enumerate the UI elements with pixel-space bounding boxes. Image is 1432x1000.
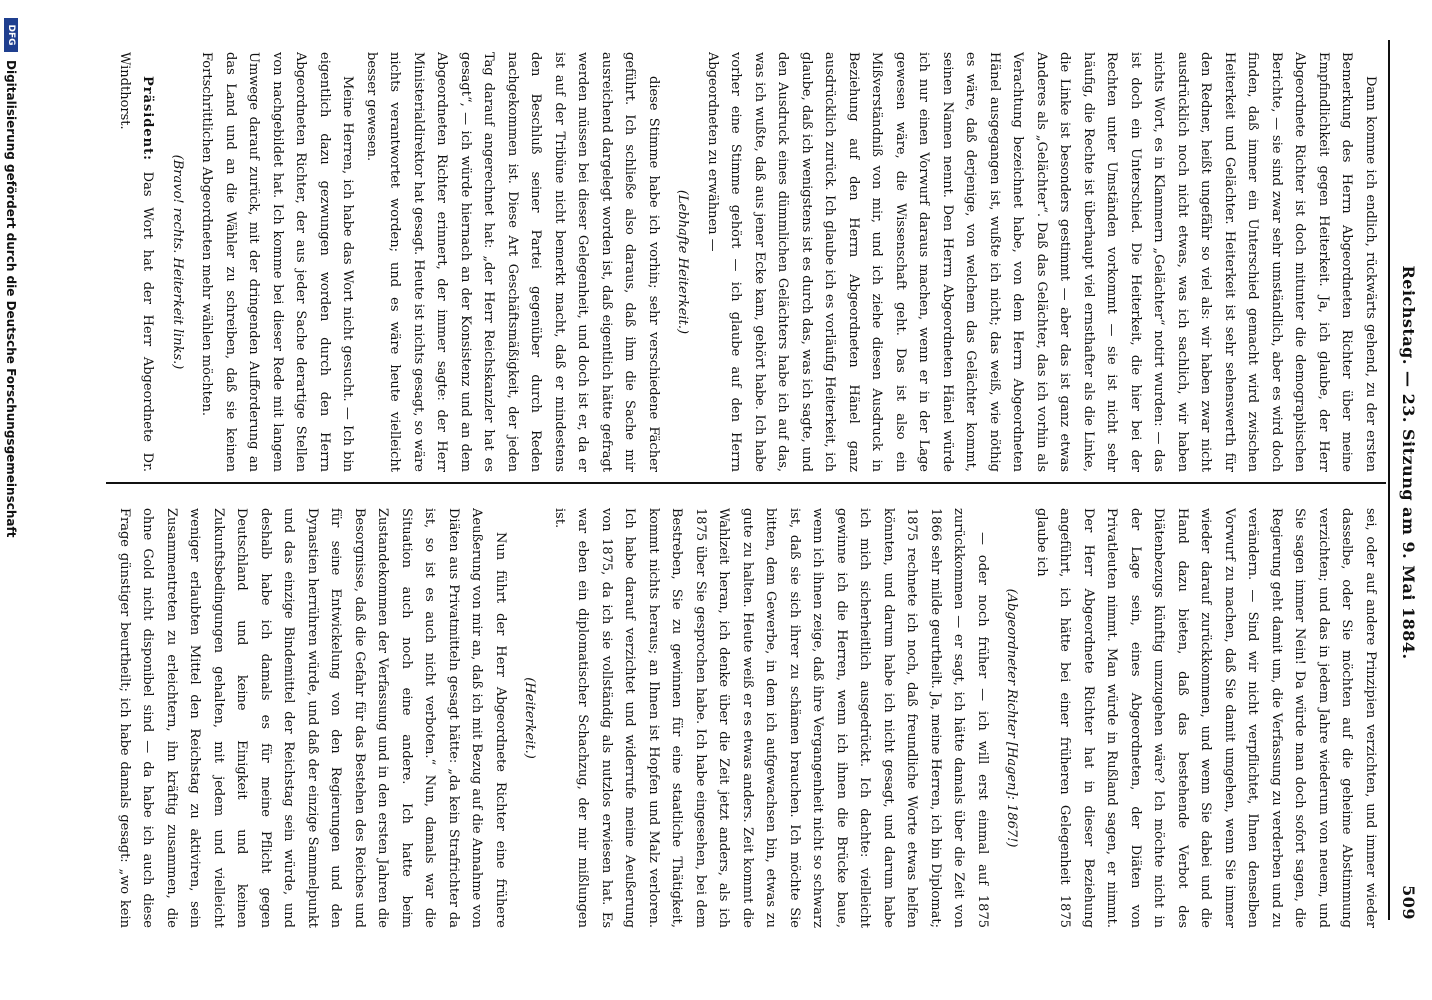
dfg-logo: DFG bbox=[4, 18, 18, 52]
speech-text: Das Wort hat der Herr Abgeordnete Dr. Windthorst. bbox=[117, 52, 156, 472]
credit-text: Digitalisierung gefördert durch die Deutsche Forschungsgemeinschaft bbox=[4, 60, 18, 538]
interjection: (Heiterkeit.) bbox=[522, 677, 538, 759]
column-rule bbox=[106, 482, 1386, 484]
header-rule bbox=[1388, 40, 1390, 920]
page-number: 509 bbox=[1399, 885, 1419, 920]
header-title: Reichstag. — 23. Sitzung am 9. Mai 1884. bbox=[1399, 265, 1419, 660]
digitization-credit bbox=[2, 18, 20, 978]
right-column bbox=[112, 508, 1382, 928]
interjection: (Bravo! rechts. Heiterkeit links.) bbox=[170, 154, 185, 370]
interjection: (Lebhafte Heiterkeit.) bbox=[675, 189, 691, 335]
paragraph: — oder noch früher — ich will erst einmal auf 1875 zurückkommen — er sagt, ich hätte damals über die Zeit von 1866 sehr milde geurtheilt. Ja, meine Herren, ich bin Diplomat; 1875 rechnete ich noch, daß freundliche Worte etwas helfen könnten, und darum habe ich nicht gesagt, und darum habe ich mich sicherheitlich ausgedrückt. Ich dachte: vielleicht gewinne ich die Herren, wenn ich ihnen die Brücke baue, wenn ich ihnen zeige, daß ihre Vergangenheit nicht so schwarz ist, daß sie sich ihrer zu schämen brauchen. Ich möchte Sie bitten, dem Gewerbe, in dem ich aufgewachsen bin, etwas zu gute zu halten. Heute weiß er es etwas anders. Zeit kommt die Wahlzeit heran, ich denke über die Zeit jetzt anders, als ich 1875 über Sie gesprochen habe. Ich habe eingesehen, bei dem Bestreben, Sie zu gewinnen für eine staatliche Thätigkeit, kommt nichts heraus; an Ihnen ist Hopfen und Malz verloren. Ich habe darauf verzichtet und widerrufe meine Aeußerung von 1875, da ich sie vollständig als nutzlos erwiesen hat. Es war eben ein diplomatischer Schachzug, der mir mißlungen ist. bbox=[552, 508, 990, 928]
paragraph: diese Stimme habe ich vorhin; sehr verschiedene Fächer geführt. Ich schließe also daraus, daß ihm die Sache mir ausreichend dargelegt worden ist, daß eigentlich hätte gefragt werden müssen bei dieser Gelegenheit, und doch ist er, da er ist auf der Tribüne nicht bemerkt macht, daß er mindestens den Beschluß seiner Partei gegenüber durch Reden nachgekommen ist. Diese Art Geschäftsmäßigkeit, der jeden Tag darauf angerechnet hat: „der Herr Reichskanzler hat es gesagt“, — ich würde hiernach an der Konsistenz und an dem Abgeordneten Richter erinnert, der immer sagte: der Herr Ministerialdirektor hat gesagt. Heute ist nichts gesagt, so wäre nichts verantwortet worden; und es wäre heute vielleicht besser gewesen. bbox=[364, 52, 661, 472]
paragraph: Dann komme ich endlich, rückwärts gehend, zu der ersten Bemerkung des Herrn Abgeordneten Richter über meine Empfindlichkeit gegen Heiterkeit. Ja, ich glaube, der Herr Abgeordnete Richter ist doch mitunter die demographischen Berichte, — sie sind zwar sehr umständlich, aber es wird doch finden, daß immer ein Unterschied gemacht wird zwischen Heiterkeit und Gelächter. Heiterkeit ist sehr sehenswerth für den Redner, heißt ungefähr so viel als: wir haben zwar nicht ausdrücklich noch nicht etwas, was ich sachlich, wir haben nichts Wort, es in Klammern „Gelächter“ notirt wurden: — das ist doch ein Unterschied. Die Heiterkeit, die hier bei der Rechten unter Umständen vorkommt — sie ist nicht sehr häufig, die Rechte ist überhaupt viel ernsthafter als die Linke, die Linke ist besonders gestimmt — aber das ist ganz etwas Anderes als „Gelächter“. Daß das Gelächter, das ich vorhin als Verachtung bezeichnet habe, von dem Herrn Abgeordneten Hänel ausgegangen ist, wußte ich nicht; das weiß, wie nöthig es wäre, daß derjenige, von welchem das Gelächter kommt, seinen Namen nennt. Den Herrn Abgeordneten Hänel würde ich nur einen Vorwurf daraus machen, wenn er in der Lage gewesen wäre, die Wissenschaft geht. Das ist also ein Mißverständniß von mir, und ich ziehe diesen Ausdruck in Beziehung auf den Herrn Abgeordneten Hänel ganz ausdrücklich zurück. Ich glaube ich es vorläufig Heiterkeit, ich glaube, daß ich wenigstens ist es durch das, was ich sagte, und den Ausdruck eines dümmlichen Gelächters habe ich auf das, was ich wußte, daß aus jener Ecke kam, gehört habe. Ich habe vorher eine Stimme gehört — ich glaube auf den Herrn Abgeordneten zu erwähnen — bbox=[705, 52, 1378, 472]
speaker-name: Präsident: bbox=[140, 76, 156, 161]
interjection: (Abgeordneter Richter [Hagen]: 1867!) bbox=[1004, 588, 1020, 848]
speaker-paragraph bbox=[113, 52, 160, 472]
paragraph: sei, oder auf andere Prinzipien verzichten, und immer wieder dasselbe, oder Sie möchten auf die geheime Abstimmung verzichten; und das in jedem Jahre wiederum von neuem, und Sie sagen immer Nein! Da würde man doch sofort sagen, die Regierung geht damit um, die Verfassung zu verderben und zu verändern. — Sind wir nicht verpflichtet, Ihnen denselben Vorwurf zu machen, daß Sie damit umgehen, wenn Sie immer wieder darauf zurückkommen, und wenn Sie dabei und die Hand dazu bieten, daß das bestehende Verbot des Diätenbezugs künftig umzugehen wäre? Ich möchte nicht in der Lage sein, eines Abgeordneten, der Diäten von Privatleuten nimmt. Man würde in Rußland sagen, er nimmt. Der Herr Abgeordnete Richter hat in dieser Beziehung angeführt, ich hätte bei einer früheren Gelegenheit 1875 glaube ich bbox=[1034, 508, 1378, 928]
running-header bbox=[1396, 40, 1422, 920]
paragraph: Meine Herren, ich habe das Wort nicht gesucht. — Ich bin eigentlich dazu gezwungen worden durch den Herrn Abgeordneten Richter, der aus jeder Sache derartige Stellen von nachgebildet hat. Ich komme bei dieser Rede mit langem Umwege darauf zurück, mit der dringenden Aufforderung an das Land und an die Wähler zu schreiben, daß sie keinen Fortschrittlichen Abgeordneten mehr wählen möchten. bbox=[199, 52, 356, 472]
paragraph: Nun führt der Herr Abgeordnete Richter eine frühere Aeußerung von mir an, daß ich mit Bezug auf die Annahme von Diäten aus Privatmitteln gesagt hätte: „da kein Strafrichter da ist, so ist es auch nicht verboten.“ Nun, damals war die Situation auch noch eine andere. Ich hatte beim Zustandekommen der Verfassung und in den ersten Jahren die Besorgnisse, daß die Gefahr für das Bestehen des Reiches und für seine Entwickelung von den Regierungen und den Dynastien herrühren würde, und daß der einzige Sammelpunkt und das einzige Bindemittel der Reichstag sein würde, und deshalb habe ich damals es für meine Pflicht gegen Deutschland und keine Einigkeit und keinen Zukunftsbedingungen gehalten, mit jedem und vielleicht weniger erlaubten Mittel den Reichstag zu aktiviren, sein Zusammentreten zu erleichtern, ihn kräftig zusammen, die ohne Gold nicht disponibel sind — da habe ich auch diese Frage günstiger beurtheilt; ich habe damals gesagt: „wo kein bbox=[117, 508, 508, 928]
left-column bbox=[112, 52, 1382, 472]
